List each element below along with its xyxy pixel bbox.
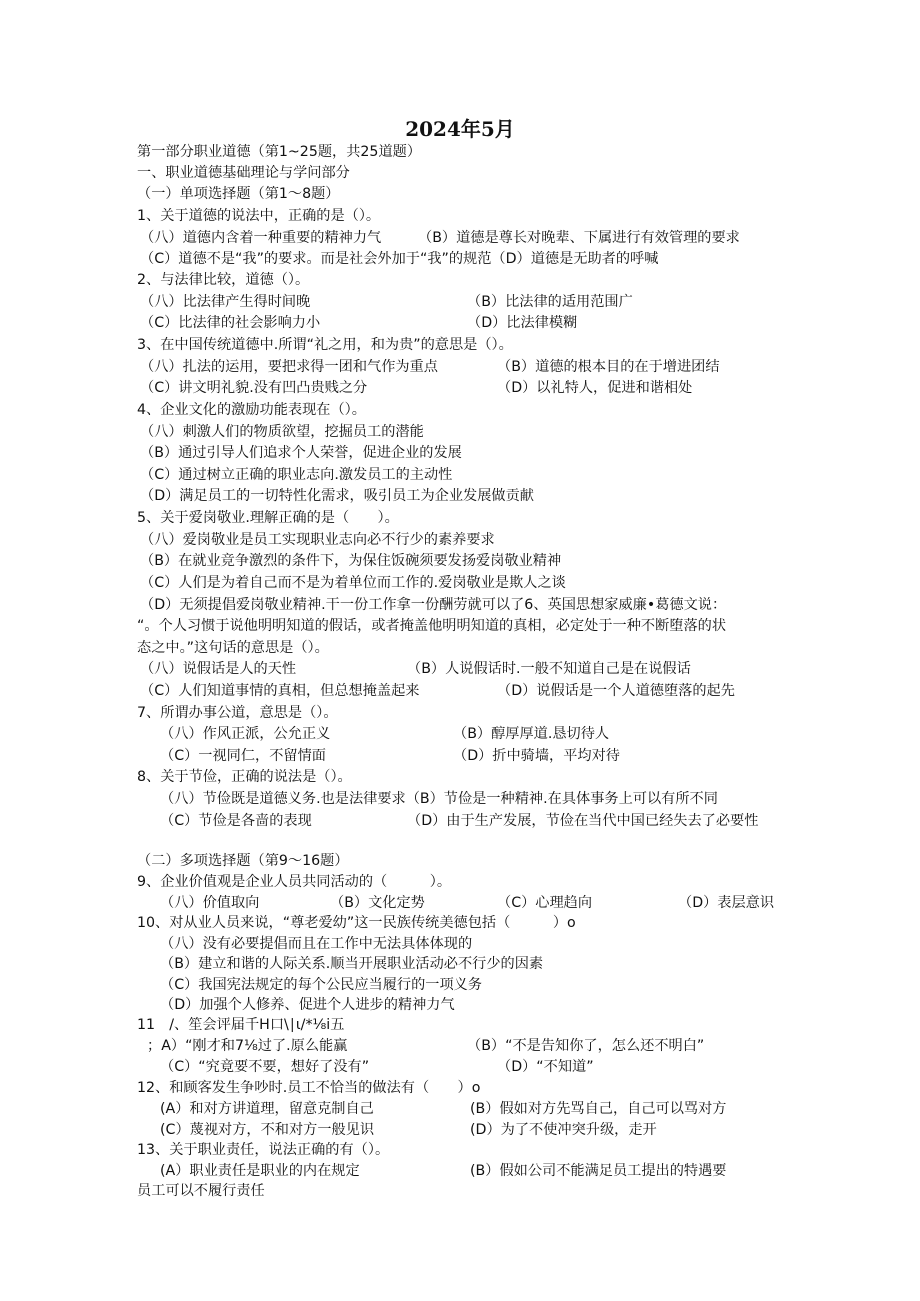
q13-option-b: (B）假如公司不能满足员工提出的特遇要 [470, 1163, 727, 1179]
question-5: 5、关于爱岗敬业.理解正确的是（ ）。 [137, 510, 399, 526]
q1-option-b: （B）道德是尊长对晚辈、下属进行有效管理的要求 [418, 230, 740, 246]
q6-option-a: （八）说假话是人的天性 [140, 661, 297, 677]
q7-option-d: （D）折中骑墙，平均对待 [453, 748, 620, 764]
q4-option-a: （八）刺激人们的物质欲望，挖掘员工的潜能 [140, 424, 424, 440]
q3-option-b: （B）道德的根本目的在于增进团结 [497, 359, 720, 375]
q6-option-c: （C）人们知道事情的真相，但总想掩盖起来 [140, 683, 420, 699]
question-group-heading: （二）多项选择题（第9〜16题） [137, 853, 349, 869]
q3-option-d: （D）以礼特人，促进和谐相处 [497, 380, 693, 396]
q12-option-a: (A）和对方讲道理，留意克制自己 [160, 1101, 374, 1117]
q2-option-b: （B）比法律的适用范围广 [467, 294, 633, 310]
q12-option-c: (C）蔑视对方，不和对方一般见识 [160, 1122, 375, 1138]
q11-option-c: （C）“究竟要不要，想好了没有” [160, 1059, 370, 1075]
q8-option-c: （C）节俭是各啬的表现 [160, 813, 312, 829]
q12-option-b: (B）假如对方先骂自己，自己可以骂对方 [470, 1101, 727, 1117]
section-heading: 第一部分职业道德（第1~25题，共25道题） [137, 144, 422, 160]
q9-option-b: （B）文化定势 [330, 895, 425, 911]
q5-option-b: （B）在就业竞争激烈的条件下，为保住饭碗须要发扬爱岗敬业精神 [140, 553, 562, 569]
q8-option-d: （D）由于生产发展，节俭在当代中国已经失去了必要性 [407, 813, 759, 829]
q5-option-d-question-6: （D）无须提倡爱岗敬业精神.干一份工作拿一份酬劳就可以了6、英国思想家威廉•葛德文说： [140, 597, 727, 613]
question-group-heading: （一）单项选择题（第1〜8题） [137, 186, 340, 202]
q13-option-a: (A）职业责任是职业的内在规定 [160, 1163, 360, 1179]
q4-option-c: （C）通过树立正确的职业志向.激发员工的主动性 [140, 467, 453, 483]
q8-option-a-b: （八）节俭既是道德义务.也是法律要求（B）节俭是一种精神.在具体事务上可以有所不同 [160, 791, 718, 807]
q10-option-a: （八）没有必要提倡而且在工作中无法具体体现的 [160, 936, 473, 952]
q9-option-c: （C）心理趋向 [497, 895, 593, 911]
page-title: 2024年5月 [405, 117, 515, 141]
q7-option-c: （C）一视同仁，不留情面 [160, 748, 326, 764]
q6-option-b: （B）人说假话时.一般不知道自己是在说假话 [407, 661, 691, 677]
q3-option-a: （八）扎法的运用，要把求得一团和气作为重点 [140, 359, 438, 375]
question-3: 3、在中国传统道德中.所谓“礼之用，和为贵”的意思是（）。 [137, 337, 513, 353]
q2-option-d: （D）比法律模糊 [467, 315, 578, 331]
q10-option-b: （B）建立和谐的人际关系.顺当开展职业活动必不行少的因素 [160, 956, 544, 972]
question-11: 11 /、笙会评届千H口\∣ι/*⅛i五 [137, 1017, 345, 1033]
question-4: 4、企业文化的激励功能表现在（）。 [137, 402, 366, 418]
q5-option-c: （C）人们是为着自己而不是为着单位而工作的.爱岗敬业是欺人之谈 [140, 575, 566, 591]
question-10: 10、对从业人员来说，“尊老爱幼”这一民族传统美德包括（ ）o [137, 915, 576, 931]
question-6-cont: “。个人习惯于说他明明知道的假话，或者掩盖他明明知道的真相，必定处于一种不断堕落的状 [137, 618, 727, 634]
q12-option-d: (D）为了不使冲突升级，走开 [470, 1122, 657, 1138]
q2-option-c: （C）比法律的社会影响力小 [140, 315, 321, 331]
question-1: 1、关于道德的说法中，正确的是（）。 [137, 208, 381, 224]
q10-option-c: （C）我国宪法规定的每个公民应当履行的一项义务 [160, 977, 483, 993]
q7-option-a: （八）作风正派，公允正义 [160, 726, 331, 742]
question-12: 12、和顾客发生争吵时.员工不恰当的做法有（ ）o [137, 1080, 481, 1096]
q11-option-b: （B）“不是告知你了，怎么还不明白” [467, 1038, 705, 1054]
question-6-end: 态之中。”这句话的意思是（）。 [137, 640, 329, 656]
q10-option-d: （D）加强个人修养、促进个人进步的精神力气 [160, 997, 455, 1013]
q3-option-c: （C）讲文明礼貌.没有凹凸贵贱之分 [140, 380, 368, 396]
question-2: 2、与法律比较，道德（）。 [137, 272, 310, 288]
question-7: 7、所谓办事公道，意思是（）。 [137, 705, 338, 721]
q2-option-a: （八）比法律产生得时间晚 [140, 294, 311, 310]
q1-option-c-d: （C）道德不是“我”的要求。而是社会外加于“我”的规范（D）道德是无助者的呼喊 [140, 251, 659, 267]
q9-option-d: （D）表层意识 [678, 895, 775, 911]
q11-option-d: （D）“不知道” [497, 1059, 594, 1075]
q11-option-a: ；A）“刚才和7⅛过了.原么能赢 [147, 1038, 348, 1054]
question-9: 9、企业价值观是企业人员共同活动的（ ）。 [137, 874, 452, 890]
q5-option-a: （八）爱岗敬业是员工实现职业志向必不行少的素养要求 [140, 532, 495, 548]
question-13: 13、关于职业责任，说法正确的有（）。 [137, 1142, 390, 1158]
question-8: 8、关于节俭，正确的说法是（）。 [137, 769, 352, 785]
q13-option-b-cont: 员工可以不履行责任 [137, 1183, 265, 1199]
q1-option-a: （八）道德内含着一种重要的精神力气 [140, 230, 382, 246]
subsection-heading: 一、职业道德基础理论与学问部分 [137, 165, 350, 181]
q9-option-a: （八）价值取向 [160, 895, 260, 911]
q4-option-d: （D）满足员工的一切特性化需求，吸引员工为企业发展做贡献 [140, 488, 534, 504]
q6-option-d: （D）说假话是一个人道德堕落的起先 [497, 683, 735, 699]
q7-option-b: （B）醇厚厚道.恳切待人 [453, 726, 610, 742]
q4-option-b: （B）通过引导人们追求个人荣誉，促进企业的发展 [140, 445, 462, 461]
